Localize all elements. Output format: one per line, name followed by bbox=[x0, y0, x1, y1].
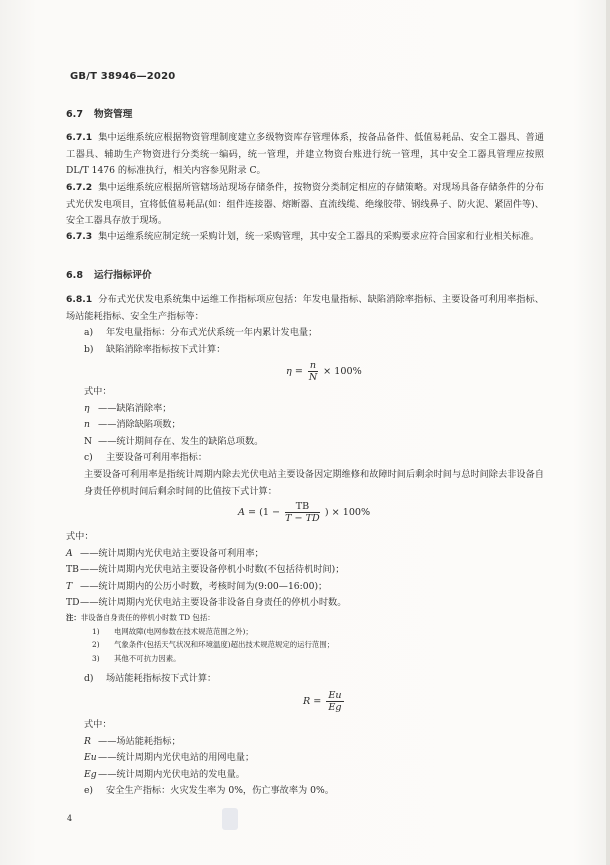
formula-fraction bbox=[326, 690, 343, 713]
list-text: 主要设备可利用率指标： bbox=[106, 452, 208, 464]
formula-lhs: A bbox=[238, 507, 245, 518]
page-number: 4 bbox=[67, 814, 73, 823]
definition-row bbox=[66, 417, 544, 434]
note-item-text: 电网故障(电网参数在技术规范范围之外)； bbox=[114, 626, 253, 636]
formula-lhs: R bbox=[303, 696, 311, 707]
clause-text: 分布式光伏发电系统集中运维工作指标项应包括：年发电量指标、缺陷消除率指标、主要设备可利用率指标、场站能耗指标、安全生产指标等： bbox=[66, 294, 544, 322]
definition-symbol: η bbox=[84, 402, 90, 414]
definition-row bbox=[66, 401, 544, 418]
list-label: a) bbox=[84, 327, 94, 339]
section-heading bbox=[66, 268, 544, 285]
section-6-7 bbox=[66, 107, 544, 124]
clause-text: 集中运维系统应制定统一采购计划，统一采购管理，其中安全工器具的采购要求应符合国家和行业相关标准。 bbox=[98, 231, 540, 242]
definitions-3 bbox=[66, 717, 544, 800]
note-item-number: 2) bbox=[92, 640, 100, 650]
definitions-2 bbox=[66, 529, 544, 612]
section-title: 物资管理 bbox=[94, 109, 133, 120]
note-lead: 注： bbox=[66, 613, 81, 622]
clause-number: 6.7.2 bbox=[66, 182, 93, 193]
formula-eq: = bbox=[313, 696, 322, 707]
definition-text: ——统计周期内的公历小时数，考核时间为(9:00—16:00)； bbox=[80, 580, 328, 592]
note-item-number: 1) bbox=[92, 626, 100, 636]
definition-text: ——缺陷消除率； bbox=[98, 402, 172, 414]
definition-symbol: n bbox=[84, 419, 90, 431]
document-number: GB/T 38946—2020 bbox=[70, 71, 176, 82]
list-item-d bbox=[66, 671, 544, 688]
fraction-denominator: N bbox=[308, 372, 318, 383]
definition-text: ——统计周期内光伏电站主要设备停机小时数(不包括待机时间)； bbox=[80, 564, 345, 576]
definition-row bbox=[66, 562, 544, 579]
note-item bbox=[66, 652, 544, 666]
formula-tail: × 100% bbox=[323, 366, 362, 377]
list-text: 安全生产指标：火灾发生率为 0%，伤亡事故率为 0%。 bbox=[106, 785, 334, 797]
fraction-numerator: TB bbox=[285, 501, 320, 513]
definition-symbol: TD bbox=[66, 597, 80, 609]
formula-availability bbox=[238, 501, 370, 524]
paragraph-availability: 主要设备可利用率是指统计周期内除去光伏电站主要设备因定期维修和故障时间后剩余时间与总时间除去非设备自身责任停机时间后剩余时间的比值按下式计算： bbox=[84, 468, 544, 497]
fraction-numerator: n bbox=[309, 360, 317, 371]
definition-symbol: R bbox=[84, 735, 91, 747]
list-item-a bbox=[66, 325, 544, 342]
definition-text: ——统计期间存在、发生的缺陷总项数。 bbox=[98, 435, 264, 447]
formula-lhs: η bbox=[286, 366, 292, 377]
definition-row bbox=[66, 767, 544, 784]
note-item-number: 3) bbox=[92, 653, 100, 663]
definition-symbol: Eu bbox=[84, 752, 97, 764]
formula-fraction bbox=[308, 360, 318, 383]
clause-text: 集中运维系统应根据所管辖场站现场存储条件，按物资分类制定相应的存储策略。对现场具备存储条件的分布式光伏发电项目，宜将低值易耗品(如：组件连接器、熔断器、直流线缆、绝缘胶带、钢线鼻子、防火泥、紧固件等)、安全工器具存放于现场。 bbox=[66, 182, 544, 227]
section-6-8 bbox=[66, 268, 544, 285]
definition-row bbox=[66, 750, 544, 767]
clause-6-7-3 bbox=[66, 229, 544, 246]
definition-row bbox=[66, 595, 544, 612]
list-item-b bbox=[66, 342, 544, 359]
definition-symbol: A bbox=[66, 547, 73, 559]
definition-text: ——消除缺陷项数； bbox=[98, 419, 181, 431]
definition-text: ——统计周期内光伏电站主要设备可利用率； bbox=[80, 547, 264, 559]
list-item-e bbox=[66, 783, 544, 800]
fraction-numerator: Eu bbox=[328, 690, 342, 701]
list-item-c bbox=[66, 450, 544, 467]
definition-row bbox=[66, 734, 544, 751]
definition-row bbox=[66, 434, 544, 451]
list-text: 缺陷消除率指标按下式计算： bbox=[106, 343, 226, 355]
list-label: e) bbox=[84, 785, 94, 797]
note-item-text: 气象条件(包括天气状况和环境温度)超出技术规范规定的运行范围； bbox=[114, 640, 335, 650]
where-label: 式中： bbox=[66, 531, 94, 542]
section-heading bbox=[66, 107, 544, 124]
list-text: 场站能耗指标按下式计算： bbox=[106, 673, 217, 684]
definition-text: ——统计周期内光伏电站主要设备非设备自身责任的停机小时数。 bbox=[80, 597, 347, 609]
scan-smudge bbox=[222, 808, 238, 830]
list-label: c) bbox=[84, 452, 93, 464]
fraction-denominator: Eg bbox=[328, 702, 342, 713]
where-label: 式中： bbox=[84, 719, 112, 730]
formula-energy-consumption bbox=[303, 690, 346, 713]
definition-symbol: T bbox=[66, 580, 73, 592]
definition-text: ——场站能耗指标； bbox=[98, 735, 181, 747]
formula-fraction bbox=[285, 501, 320, 524]
list-label: d) bbox=[84, 673, 94, 684]
clause-6-7-2 bbox=[66, 180, 544, 230]
section-title: 运行指标评价 bbox=[94, 270, 152, 281]
definition-symbol: N bbox=[84, 435, 93, 447]
definition-row bbox=[66, 579, 544, 596]
clause-number: 6.8.1 bbox=[66, 294, 93, 305]
note-item-text: 其他不可抗力因素。 bbox=[114, 653, 181, 663]
definition-text: ——统计周期内光伏电站的发电量。 bbox=[98, 768, 245, 780]
section-number: 6.7 bbox=[66, 109, 83, 120]
definition-row bbox=[66, 546, 544, 563]
clause-6-8-1 bbox=[66, 292, 544, 358]
page-edge bbox=[606, 0, 610, 865]
clause-6-7-1 bbox=[66, 130, 544, 180]
formula-open: (1 − bbox=[259, 507, 281, 518]
formula-eq: = bbox=[294, 366, 303, 377]
list-text: 年发电量指标：分布式光伏系统一年内累计发电量； bbox=[106, 327, 318, 339]
section-number: 6.8 bbox=[66, 270, 83, 281]
note-block bbox=[66, 611, 544, 665]
note-text: 非设备自身责任的停机小时数 TD 包括： bbox=[80, 613, 215, 622]
definition-text: ——统计周期内光伏电站的用网电量； bbox=[98, 752, 255, 764]
clause-number: 6.7.3 bbox=[66, 231, 93, 242]
formula-defect-rate bbox=[286, 360, 362, 383]
formula-tail: × 100% bbox=[331, 507, 371, 518]
where-label: 式中： bbox=[84, 386, 112, 397]
clause-number: 6.7.1 bbox=[66, 132, 93, 143]
definitions-1 bbox=[66, 384, 544, 500]
note-item bbox=[66, 625, 544, 639]
list-label: b) bbox=[84, 343, 94, 355]
formula-eq: = bbox=[248, 507, 257, 518]
note-item bbox=[66, 638, 544, 652]
fraction-denominator: T − TD bbox=[285, 513, 320, 524]
formula-close: ) bbox=[324, 507, 329, 518]
clause-text: 集中运维系统应根据物资管理制度建立多级物资库存管理体系，按备品备件、低值易耗品、安全工器具、普通工器具、辅助生产物资进行分类统一编码，统一管理，并建立物资台账进行统一管理，其中安全工器具管理应按照 DL/T 1476 的标准执行，相关内容参见附录 C。 bbox=[66, 132, 544, 177]
definition-symbol: Eg bbox=[84, 768, 97, 780]
list-item-d-block bbox=[66, 671, 544, 688]
definition-symbol: TB bbox=[66, 564, 79, 576]
